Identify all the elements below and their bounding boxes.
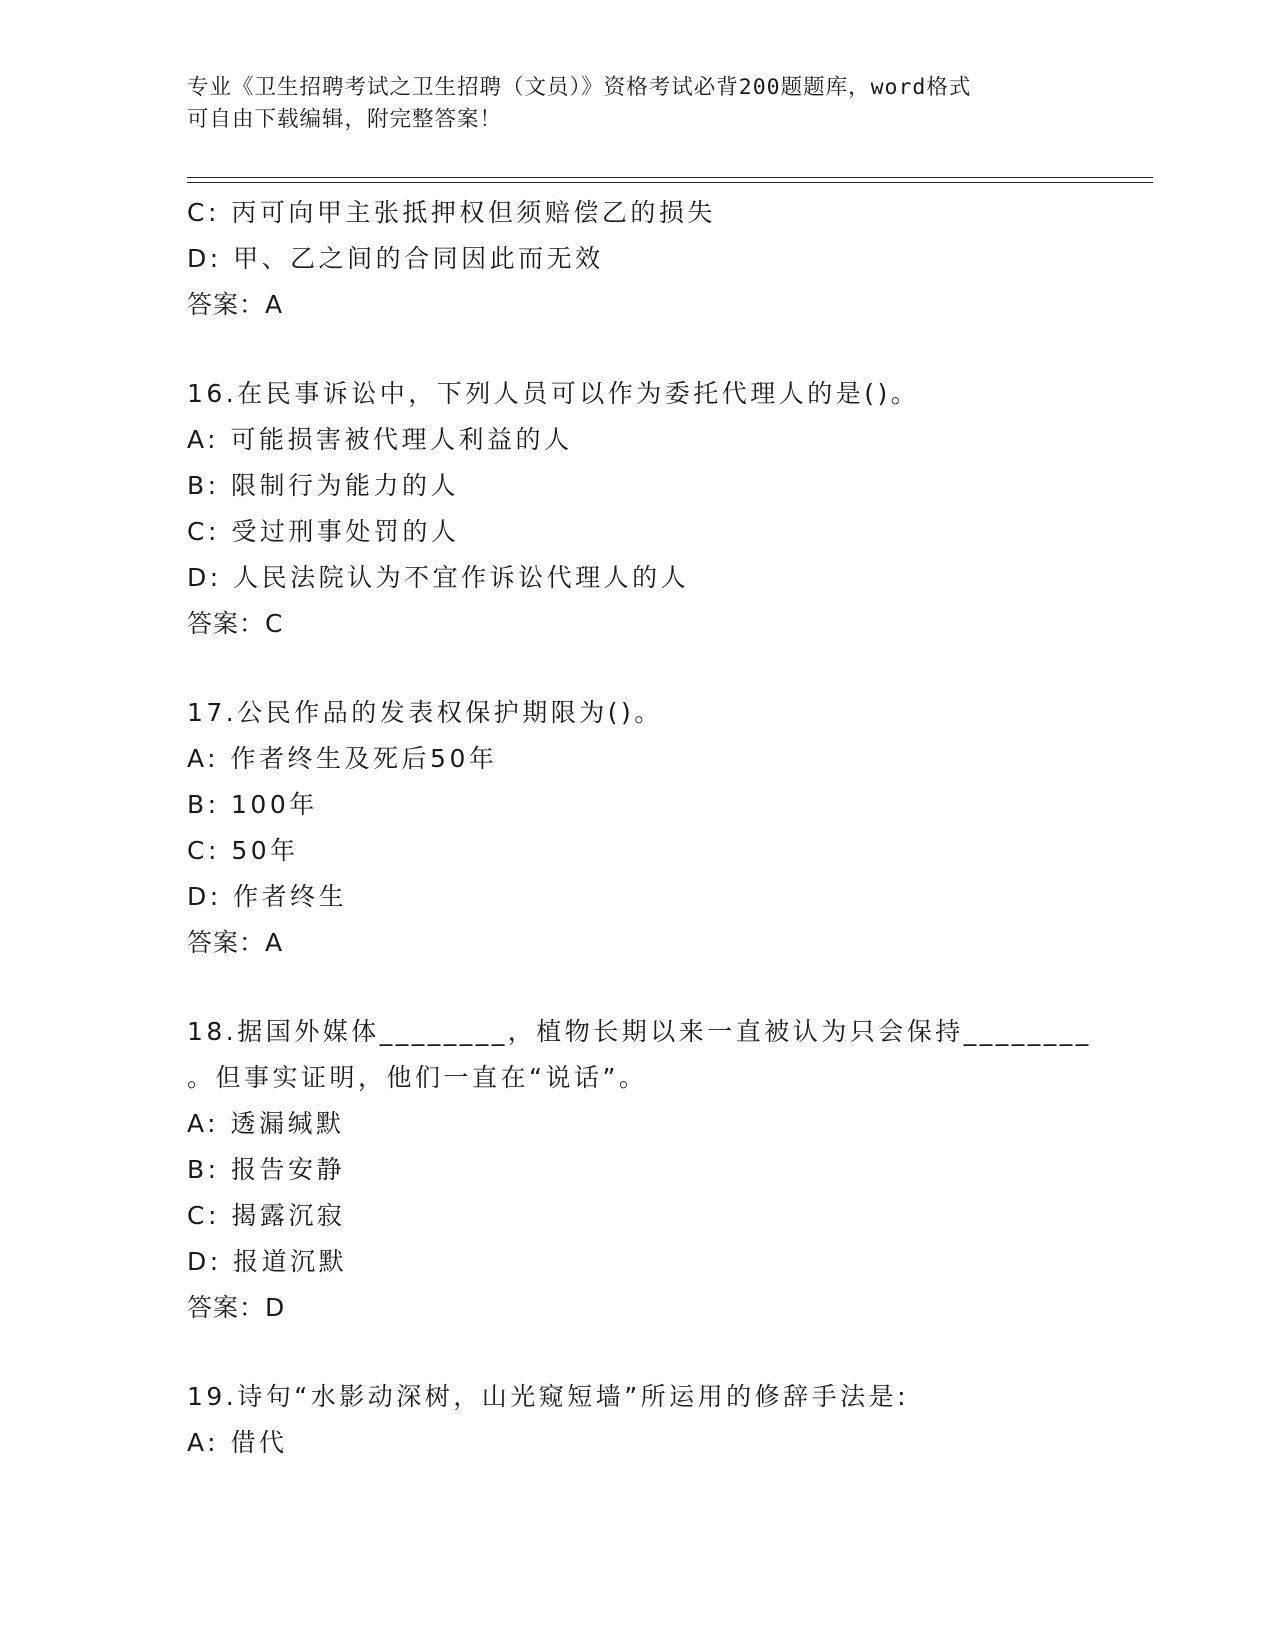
question-block [187,1009,1107,1331]
option-line: C: 丙可向甲主张抵押权但须赔偿乙的损失 [187,198,716,227]
question-stem: 18.据国外媒体________，植物长期以来一直被认为只会保持________ [187,1017,1092,1046]
option-line: C: 揭露沉寂 [187,1201,346,1230]
option-line: A: 作者终生及死后50年 [187,744,498,773]
option-line: A: 可能损害被代理人利益的人 [187,425,573,454]
document-header [187,72,1087,136]
option-line: B: 限制行为能力的人 [187,471,460,500]
question-stem: 17.公民作品的发表权保护期限为()。 [187,698,663,727]
header-line-2: 可自由下载编辑，附完整答案！ [187,107,503,132]
option-line: B: 报告安静 [187,1155,346,1184]
answer-line: 答案：C [187,609,284,638]
option-line: C: 50年 [187,836,299,865]
question-block [187,690,1107,966]
option-line: D: 报道沉默 [187,1247,348,1276]
question-list [187,190,1107,1466]
question-block [187,371,1107,647]
option-line: D: 甲、乙之间的合同因此而无效 [187,244,604,273]
header-line-1: 专业《卫生招聘考试之卫生招聘（文员）》资格考试必背200题题库，word格式 [187,75,972,100]
option-line: A: 借代 [187,1428,288,1457]
option-line: D: 作者终生 [187,882,348,911]
option-line: D: 人民法院认为不宜作诉讼代理人的人 [187,563,690,592]
question-stem-continued: 。但事实证明，他们一直在“说话”。 [187,1063,648,1092]
header-divider-bottom [187,182,1153,183]
option-line: C: 受过刑事处罚的人 [187,517,460,546]
question-stem: 16.在民事诉讼中，下列人员可以作为委托代理人的是()。 [187,379,920,408]
answer-line: 答案：D [187,1293,286,1322]
question-stem: 19.诗句“水影动深树，山光窥短墙”所运用的修辞手法是: [187,1382,910,1411]
option-line: A: 透漏缄默 [187,1109,345,1138]
header-divider-top [187,177,1153,178]
question-block [187,1374,1107,1466]
answer-line: 答案：A [187,928,284,957]
answer-line: 答案：A [187,290,284,319]
question-block [187,190,1107,328]
option-line: B: 100年 [187,790,318,819]
